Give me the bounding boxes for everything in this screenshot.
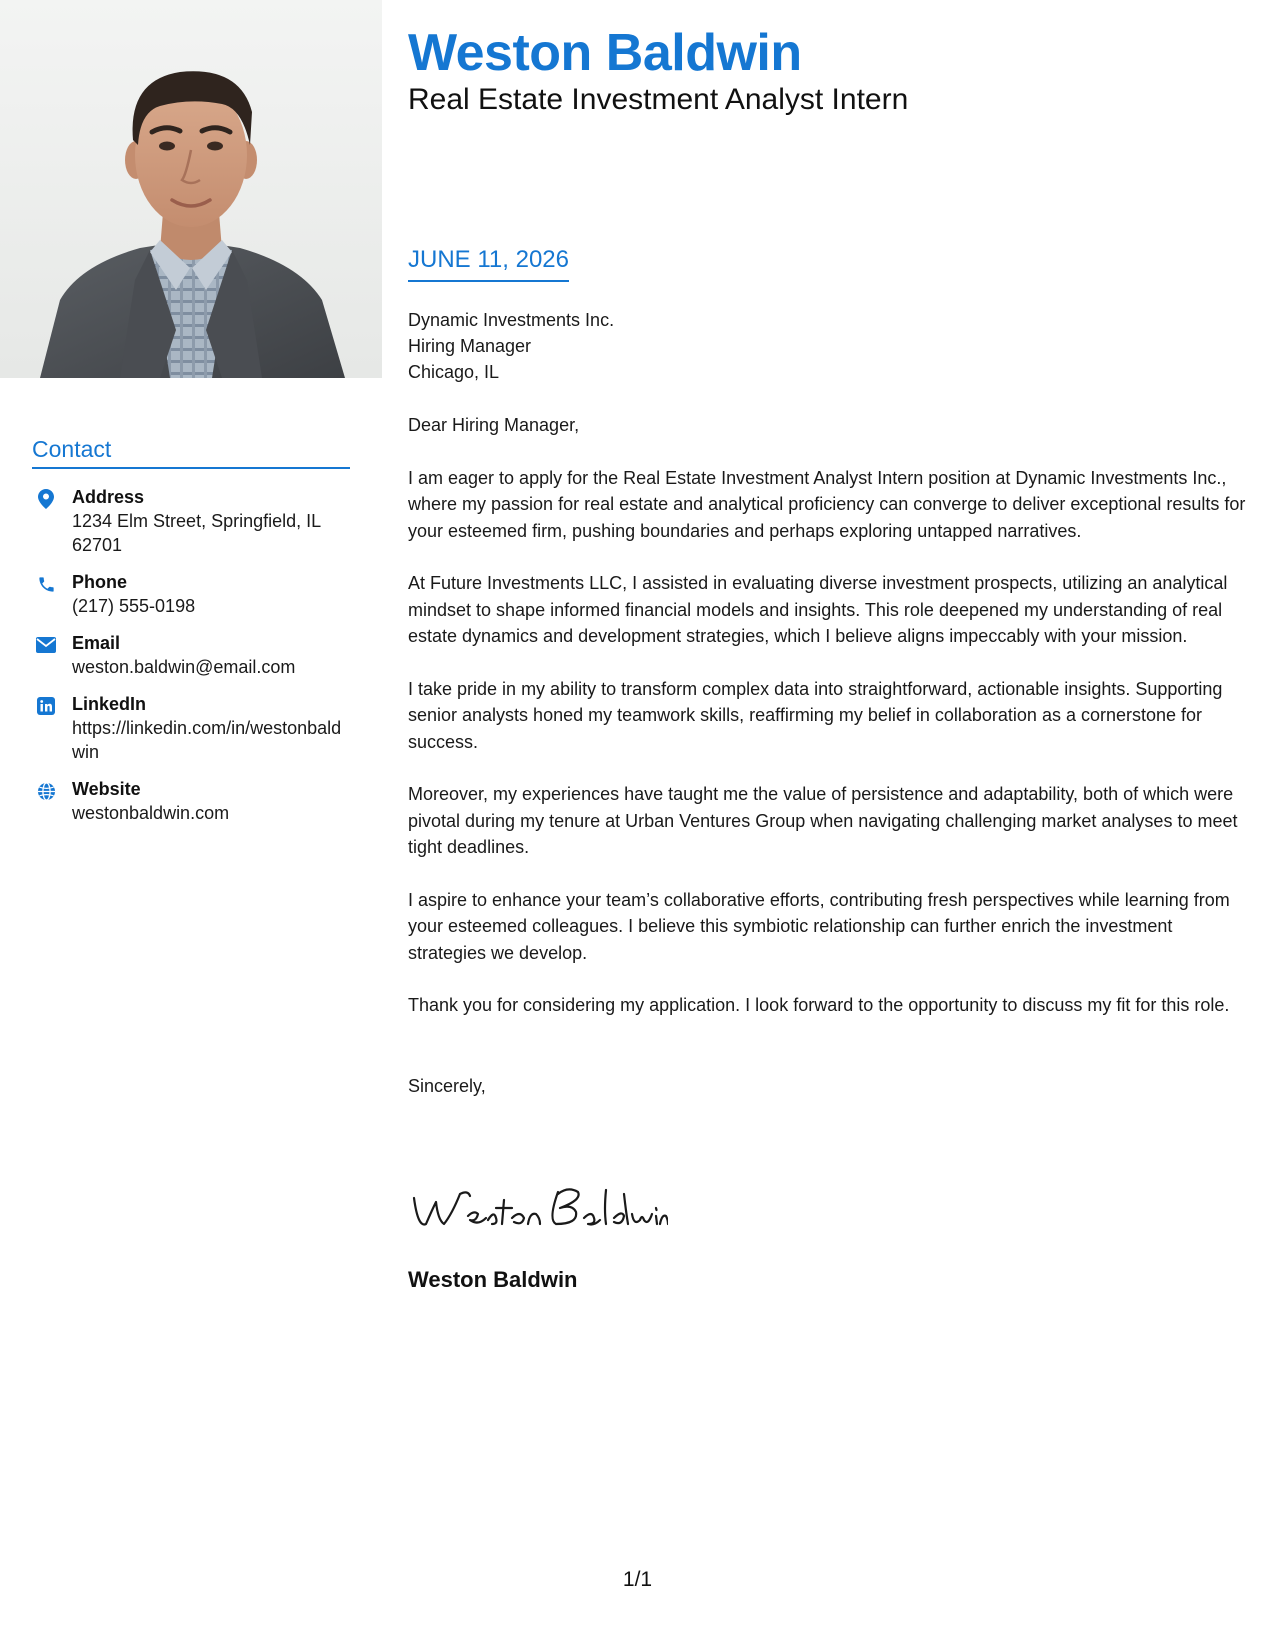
recipient-block (408, 307, 1250, 385)
applicant-title: Real Estate Investment Analyst Intern (408, 83, 909, 116)
location-pin-icon (34, 487, 58, 511)
phone-value: (217) 555-0198 (72, 596, 196, 616)
body-paragraph: I aspire to enhance your team’s collaborative efforts, contributing fresh perspectives while learning from your esteemed colleagues. I believe this symbiotic relationship can further enrich the investment strategies we develop. (408, 889, 1230, 963)
contact-label: Address (72, 487, 145, 507)
body-paragraph: Moreover, my experiences have taught me the value of persistence and adaptability, both of which were pivotal during my tenure at Urban Ventures Group when navigating challenging market analyses to meet tight deadlines. (408, 784, 1238, 857)
contact-label: LinkedIn (72, 694, 147, 714)
letter-header (408, 22, 1250, 118)
body-paragraph: I take pride in my ability to transform complex data into straightforward, actionable insights. Supporting senior analysts honed my teamwork skills, reaffirming my belief in collaboration as a cornerstone for success. (408, 678, 1223, 752)
contact-item-phone (32, 570, 350, 618)
handwritten-signature (408, 1180, 668, 1245)
globe-icon (34, 779, 58, 803)
portrait-illustration (0, 0, 382, 378)
contact-section (32, 436, 350, 838)
contact-item-linkedin (32, 692, 350, 764)
recipient-location: Chicago, IL (408, 362, 500, 382)
email-value: weston.baldwin@email.com (72, 657, 296, 677)
address-value: 1234 Elm Street, Springfield, IL 62701 (72, 511, 321, 555)
body-paragraph: At Future Investments LLC, I assisted in evaluating diverse investment prospects, utilizing an analytical mindset to shape informed financial models and insights. This role deepened my understanding of real estate dynamics and development strategies, which I believe aligns impeccably with your mission. (408, 573, 1228, 646)
contact-item-website (32, 777, 350, 825)
contact-heading: Contact (32, 436, 350, 469)
recipient-role: Hiring Manager (408, 336, 532, 356)
phone-icon (34, 572, 58, 596)
linkedin-value: https://linkedin.com/in/westonbaldwin (72, 718, 342, 762)
recipient-company: Dynamic Investments Inc. (408, 310, 615, 330)
letter-date: JUNE 11, 2026 (408, 246, 569, 282)
body-paragraph: I am eager to apply for the Real Estate Investment Analyst Intern position at Dynamic Investments Inc., where my passion for real estate and analytical proficiency can converge to deliver exceptional results for your esteemed firm, pushing boundaries and perhaps exploring untapped narratives. (408, 467, 1246, 541)
contact-label: Website (72, 779, 141, 799)
profile-photo (0, 0, 382, 378)
page-number: 1/1 (622, 1568, 653, 1591)
contact-item-address (32, 485, 350, 557)
contact-label: Phone (72, 572, 128, 592)
letter-date-block (408, 246, 569, 282)
email-icon (34, 633, 58, 657)
greeting: Dear Hiring Manager, (408, 415, 580, 435)
closing: Sincerely, (408, 1075, 486, 1096)
contact-label: Email (72, 633, 121, 653)
body-paragraph: Thank you for considering my application. I look forward to the opportunity to discuss my fit for this role. (408, 995, 1230, 1015)
website-value: westonbaldwin.com (72, 803, 230, 823)
contact-item-email (32, 631, 350, 679)
signer-name: Weston Baldwin (408, 1267, 578, 1292)
letter-body (408, 307, 1250, 1099)
linkedin-icon (34, 694, 58, 718)
applicant-name: Weston Baldwin (408, 24, 802, 82)
